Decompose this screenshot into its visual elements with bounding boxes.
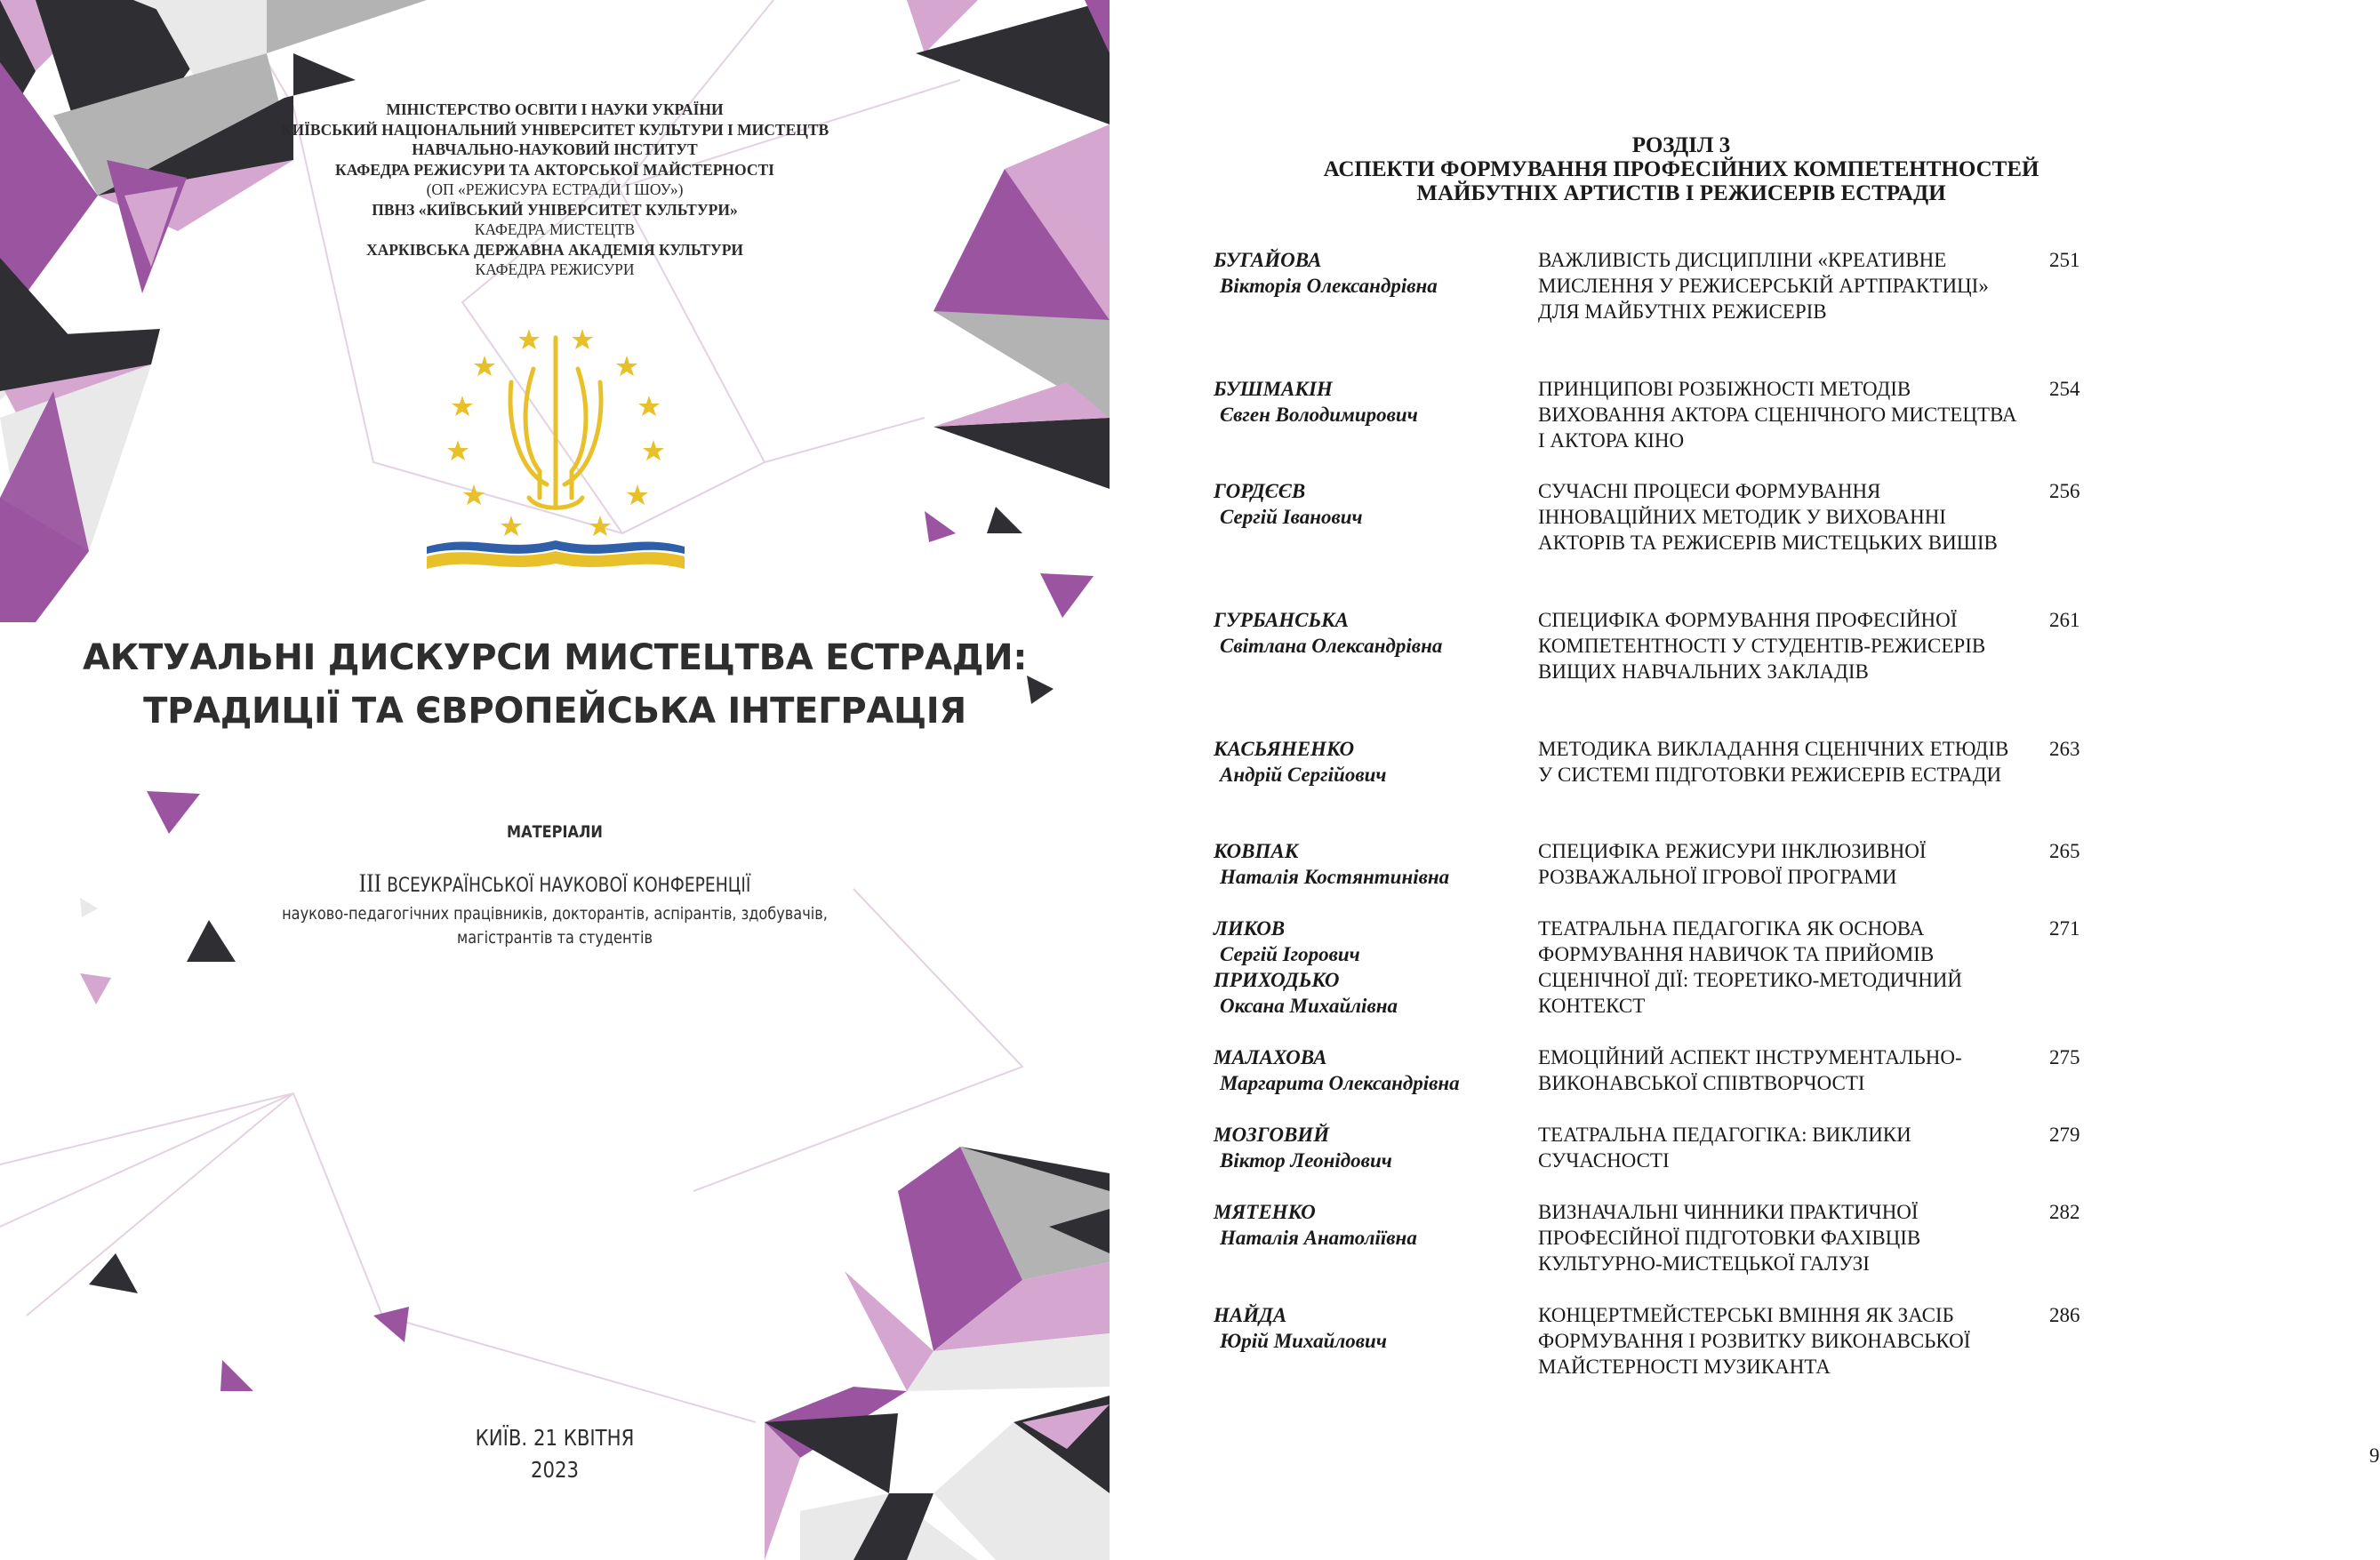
entry-page: 251	[2049, 249, 2080, 271]
section-heading	[1209, 133, 2153, 205]
section-title-line1: АСПЕКТИ ФОРМУВАННЯ ПРОФЕСІЙНИХ КОМПЕТЕНТНОСТЕЙ	[1323, 157, 2039, 181]
cover-page	[0, 0, 1110, 1560]
entry-authors	[1214, 1044, 1534, 1096]
institutions-block	[0, 100, 1110, 280]
entry-authors	[1214, 1199, 1534, 1251]
institution-line: ХАРКІВСЬКА ДЕРЖАВНА АКАДЕМІЯ КУЛЬТУРИ	[365, 240, 744, 259]
institution-line: КАФЕДРА РЕЖИСУРИ	[475, 260, 635, 278]
entry-authors	[1214, 1122, 1534, 1173]
trident-stars-emblem-icon	[422, 320, 689, 578]
author-name: Наталія Анатоліївна	[1220, 1227, 1417, 1249]
participants-line1: науково-педагогічних працівників, докторантів, аспірантів, здобувачів,	[282, 904, 828, 924]
entry-authors	[1214, 478, 1534, 530]
institution-line: (ОП «РЕЖИСУРА ЕСТРАДИ І ШОУ»)	[426, 180, 684, 198]
cover-title-line2: ТРАДИЦІЇ ТА ЄВРОПЕЙСЬКА ІНТЕГРАЦІЯ	[143, 691, 966, 732]
cover-title	[0, 631, 1110, 738]
entry-page: 286	[2049, 1304, 2080, 1326]
entry-title: МЕТОДИКА ВИКЛАДАННЯ СЦЕНІЧНИХ ЕТЮДІВ У СИСТЕМІ ПІДГОТОВКИ РЕЖИСЕРІВ ЕСТРАДИ	[1538, 738, 2009, 786]
entry-title: ПРИНЦИПОВІ РОЗБІЖНОСТІ МЕТОДІВ ВИХОВАННЯ АКТОРА СЦЕНІЧНОГО МИСТЕЦТВА І АКТОРА КІНО	[1538, 378, 2017, 452]
entry-page: 279	[2049, 1124, 2080, 1146]
author-name: Віктор Леонідович	[1220, 1149, 1392, 1172]
entry-authors	[1214, 607, 1534, 659]
author-surname: БУШМАКІН	[1214, 378, 1333, 400]
section-label: РОЗДІЛ 3	[1631, 133, 1731, 157]
materials-label: МАТЕРІАЛИ	[507, 822, 603, 842]
year: 2023	[530, 1457, 580, 1483]
author-surname: ПРИХОДЬКО	[1214, 969, 1340, 991]
entry-title: СПЕЦИФІКА РЕЖИСУРИ ІНКЛЮЗИВНОЇ РОЗВАЖАЛЬНОЇ ІГРОВОЇ ПРОГРАМИ	[1538, 840, 1927, 888]
entry-page: 256	[2049, 480, 2080, 502]
author-name: Андрій Сергійович	[1220, 764, 1387, 786]
entry-authors	[1214, 838, 1534, 890]
author-surname: КОВПАК	[1214, 840, 1299, 862]
entry-authors	[1214, 916, 1534, 1019]
author-surname: НАЙДА	[1214, 1304, 1287, 1326]
cover-title-line1: АКТУАЛЬНІ ДИСКУРСИ МИСТЕЦТВА ЕСТРАДИ:	[82, 637, 1028, 678]
author-surname: БУГАЙОВА	[1214, 249, 1322, 271]
conference-number: III	[358, 868, 382, 898]
entry-title: СУЧАСНІ ПРОЦЕСИ ФОРМУВАННЯ ІННОВАЦІЙНИХ МЕТОДИК У ВИХОВАННІ АКТОРІВ ТА РЕЖИСЕРІВ МИСТЕЦЬКИХ ВИШІВ	[1538, 480, 1998, 554]
author-surname: ГУРБАНСЬКА	[1214, 609, 1350, 631]
author-name: Оксана Михайлівна	[1220, 995, 1398, 1017]
entry-page: 265	[2049, 840, 2080, 862]
entry-title: ТЕАТРАЛЬНА ПЕДАГОГІКА: ВИКЛИКИ СУЧАСНОСТІ	[1538, 1124, 1911, 1172]
author-name: Маргарита Олександрівна	[1220, 1072, 1460, 1094]
conference-name	[84, 868, 1027, 899]
author-name: Сергій Ігорович	[1220, 943, 1360, 965]
entry-title: ВАЖЛИВІСТЬ ДИСЦИПЛІНИ «КРЕАТИВНЕ МИСЛЕННЯ У РЕЖИСЕРСЬКІЙ АРТПРАКТИЦІ» ДЛЯ МАЙБУТНІХ РЕЖИСЕРІВ	[1538, 249, 1989, 323]
institution-line: МІНІСТЕРСТВО ОСВІТИ І НАУКИ УКРАЇНИ	[386, 100, 724, 118]
author-name: Наталія Костянтинівна	[1220, 866, 1450, 888]
toc-page	[1156, 0, 2380, 1560]
participants-line2: магістрантів та студентів	[457, 928, 653, 948]
entry-page: 263	[2049, 738, 2080, 760]
entry-page: 271	[2049, 917, 2080, 940]
institution-line: НАВЧАЛЬНО-НАУКОВИЙ ІНСТИТУТ	[412, 140, 698, 158]
author-name: Юрій Михайлович	[1220, 1330, 1387, 1352]
institution-line: КИЇВСЬКИЙ НАЦІОНАЛЬНИЙ УНІВЕРСИТЕТ КУЛЬТУРИ І МИСТЕЦТВ	[280, 120, 829, 139]
entry-title: ЕМОЦІЙНИЙ АСПЕКТ ІНСТРУМЕНТАЛЬНО-ВИКОНАВСЬКОЇ СПІВТВОРЧОСТІ	[1538, 1046, 1962, 1094]
author-name: Вікторія Олександрівна	[1220, 275, 1438, 297]
institution-line: КАФЕДРА РЕЖИСУРИ ТА АКТОРСЬКОЇ МАЙСТЕРНОСТІ	[335, 160, 774, 179]
author-name: Євген Володимирович	[1220, 404, 1418, 426]
entry-authors	[1214, 1302, 1534, 1354]
author-surname: МОЗГОВИЙ	[1214, 1124, 1330, 1146]
city-date: КИЇВ. 21 КВІТНЯ	[475, 1425, 635, 1451]
page-number: 9	[2369, 1444, 2380, 1467]
author-surname: МАЛАХОВА	[1214, 1046, 1327, 1068]
author-name: Світлана Олександрівна	[1220, 635, 1443, 657]
author-surname: МЯТЕНКО	[1214, 1201, 1316, 1223]
entry-page: 275	[2049, 1046, 2080, 1068]
city-date-block	[0, 1422, 1110, 1486]
institution-line: ПВНЗ «КИЇВСЬКИЙ УНІВЕРСИТЕТ КУЛЬТУРИ»	[372, 200, 738, 219]
entry-page: 261	[2049, 609, 2080, 631]
entry-authors	[1214, 247, 1534, 299]
conference-title: ВСЕУКРАЇНСЬКОЇ НАУКОВОЇ КОНФЕРЕНЦІЇ	[387, 875, 751, 897]
entry-title: СПЕЦИФІКА ФОРМУВАННЯ ПРОФЕСІЙНОЇ КОМПЕТЕНТНОСТІ У СТУДЕНТІВ-РЕЖИСЕРІВ ВИЩИХ НАВЧАЛЬНИХ ЗАКЛАДІВ	[1538, 609, 1986, 683]
conference-block	[0, 868, 1110, 950]
institution-line: КАФЕДРА МИСТЕЦТВ	[474, 220, 636, 238]
entry-page: 282	[2049, 1201, 2080, 1223]
author-surname: КАСЬЯНЕНКО	[1214, 738, 1355, 760]
entry-page: 254	[2049, 378, 2080, 400]
entry-title: ВИЗНАЧАЛЬНІ ЧИННИКИ ПРАКТИЧНОЇ ПРОФЕСІЙНОЇ ПІДГОТОВКИ ФАХІВЦІВ КУЛЬТУРНО-МИСТЕЦЬКОЇ ГАЛУЗІ	[1538, 1201, 1921, 1275]
entry-authors	[1214, 376, 1534, 428]
entry-authors	[1214, 736, 1534, 788]
entry-title: ТЕАТРАЛЬНА ПЕДАГОГІКА ЯК ОСНОВА ФОРМУВАННЯ НАВИЧОК ТА ПРИЙОМІВ СЦЕНІЧНОЇ ДІЇ: ТЕОРЕТИКО-МЕТОДИЧНИЙ КОНТЕКСТ	[1538, 917, 1963, 1017]
author-name: Сергій Іванович	[1220, 506, 1363, 528]
author-surname: ГОРДЄЄВ	[1214, 480, 1306, 502]
author-surname: ЛИКОВ	[1214, 917, 1286, 940]
entry-title: КОНЦЕРТМЕЙСТЕРСЬКІ ВМІННЯ ЯК ЗАСІБ ФОРМУВАННЯ І РОЗВИТКУ ВИКОНАВСЬКОЇ МАЙСТЕРНОСТІ МУЗИКАНТА	[1538, 1304, 1971, 1378]
section-title-line2: МАЙБУТНІХ АРТИСТІВ І РЕЖИСЕРІВ ЕСТРАДИ	[1416, 181, 1946, 205]
